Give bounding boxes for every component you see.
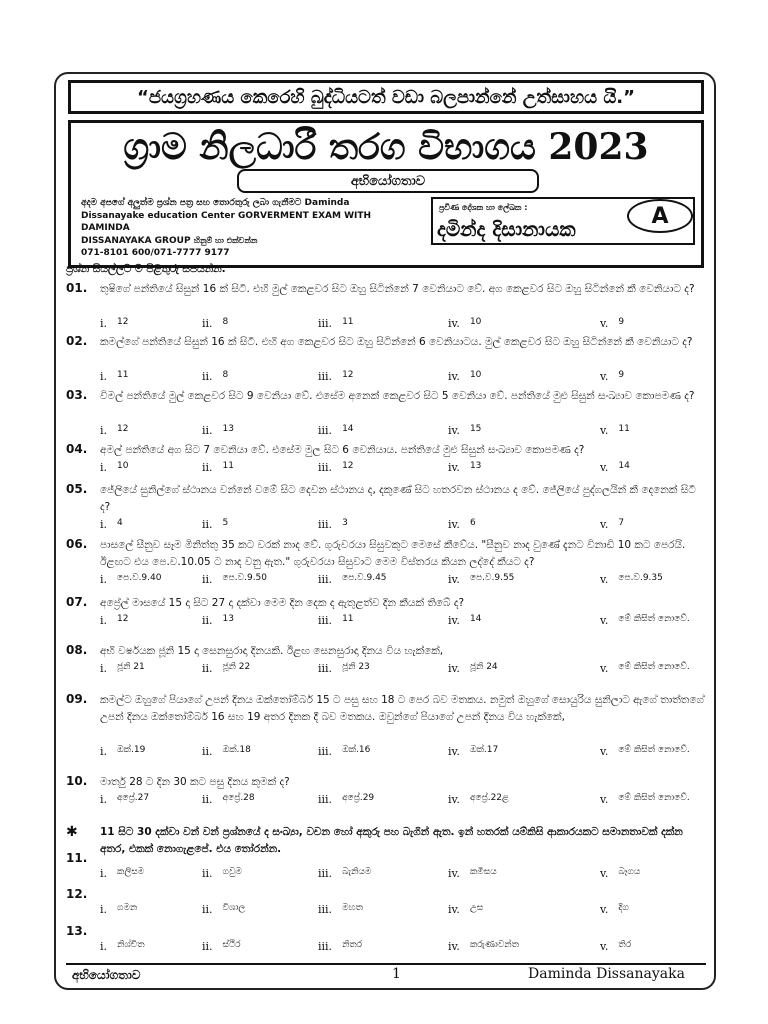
answer-option[interactable] (448, 518, 476, 531)
option-value: 10 (117, 461, 129, 471)
answer-option[interactable] (202, 903, 245, 916)
option-label: iv. (448, 317, 460, 330)
answer-option[interactable] (318, 518, 348, 531)
option-value: 11 (117, 370, 129, 380)
option-label: ii. (202, 370, 213, 383)
answer-option[interactable] (600, 662, 690, 675)
answer-option[interactable] (448, 940, 519, 953)
option-label: i. (100, 940, 108, 953)
answer-option[interactable] (202, 614, 234, 627)
info-line-1: අදම අපගේ අලුත්ම ප්‍රශ්න පත්‍ර සහ තොරතුරු ලබා ගැනීමට Daminda (81, 198, 350, 208)
option-label: iv. (448, 370, 460, 383)
option-label: ii. (202, 745, 213, 758)
answer-option[interactable] (448, 867, 497, 880)
quote-banner (68, 80, 704, 114)
option-value: 12 (117, 317, 129, 327)
info-join-text: හිනුම් හා එක්වන්න (193, 235, 258, 245)
answer-option[interactable] (448, 424, 481, 437)
option-label: iii. (318, 940, 333, 953)
answer-option[interactable] (100, 573, 161, 586)
option-label: v. (600, 867, 609, 880)
option-label: iv. (448, 662, 460, 675)
question-text: පාසලේ සීනුව සෑම මිනිත්තු 35 කට වරක් නාද වේ. ගුරුවරයා සිසුවකුට මෙසේ කීවේය. "සීනුව නාද වුණේ දැනට විනාඩි 10 කට පෙරයි. ඊළඟට එය පෙ.ව.10.05 ට නාද වනු ඇත." ගුරුවරයා සිසුවාට මෙම විස්තරය කියන ලද්දේ කීයට ද? (100, 539, 686, 568)
option-label: i. (100, 867, 108, 880)
option-value: ගමන (117, 903, 138, 913)
option-value: පෙ.ව.9.40 (117, 573, 162, 583)
option-label: ii. (202, 662, 213, 675)
question-text: අප්‍රේල් මාසයේ 15 දා සිට 27 දා දක්වා මෙම දින දෙක ද ඇතුළත්ව දින කීයක් තිබේ ද? (100, 597, 465, 609)
option-label: iv. (448, 745, 460, 758)
question-item (66, 334, 710, 390)
option-label: ii. (202, 424, 213, 437)
option-value: 11 (342, 614, 354, 624)
option-label: iv. (448, 903, 460, 916)
answer-option[interactable] (100, 317, 128, 330)
option-value: ජූනි 21 (117, 662, 145, 672)
option-label: i. (100, 903, 108, 916)
option-value: 14 (618, 461, 630, 471)
option-label: i. (100, 370, 108, 383)
subject-label (237, 169, 539, 193)
option-label: iv. (448, 461, 460, 474)
answer-option[interactable] (448, 745, 498, 758)
question-text: කමල්ගේ පන්තියේ සිසුන් 16 ක් සිටී. එහි අග කෙළවර සිට ඔහු සිටින්නේ 6 වෙනියාටය. මුල් කෙළවර සිට ඔහු සිටින්නේ කී වෙනියාට ද? (100, 336, 693, 348)
option-value: අප්‍රේ.27 (117, 793, 150, 803)
subject-text: අභියෝගතාව (350, 173, 426, 189)
option-label: i. (100, 518, 108, 531)
answer-option[interactable] (600, 317, 624, 330)
option-value: 11 (342, 317, 354, 327)
option-label: i. (100, 461, 108, 474)
option-value: කලිසම (117, 867, 145, 877)
answer-option[interactable] (100, 793, 149, 806)
question-item (66, 537, 710, 593)
question-item (66, 643, 710, 682)
answer-option[interactable] (318, 867, 371, 880)
answer-option[interactable] (100, 461, 128, 474)
answer-option[interactable] (448, 662, 498, 675)
option-value: අප්‍රේ.29 (342, 793, 375, 803)
answer-option[interactable] (318, 573, 387, 586)
option-value: පෙ.ව.9.35 (618, 573, 663, 583)
option-value: දිග (618, 903, 629, 913)
question-number: 01. (66, 281, 88, 295)
option-value: 15 (469, 424, 482, 434)
option-label: ii. (202, 461, 213, 474)
option-label: i. (100, 424, 108, 437)
option-value: 6 (469, 518, 476, 528)
option-label: iii. (318, 317, 333, 330)
option-label: iii. (318, 370, 333, 383)
answer-option[interactable] (202, 940, 241, 953)
answer-option[interactable] (600, 903, 629, 916)
answer-option[interactable] (600, 424, 630, 437)
question-number: 06. (66, 537, 88, 551)
option-value: ඔක්.19 (117, 745, 146, 755)
option-label: ii. (202, 614, 213, 627)
question-text: විමල් පන්තියේ මුල් කෙළවර සිට 9 වෙනියා වේ. එසේම අනෙක් කෙළවර සිට 5 වෙනියා වේ. පන්තියේ මුළු සිසුන් සංඛ්‍යාව කොපමණ ද? (100, 390, 695, 402)
option-label: iii. (318, 424, 333, 437)
option-value: 12 (342, 461, 354, 471)
question-text: මාර්තු 28 ට දින 30 කට පසු දිනය කුමක් ද? (100, 776, 290, 788)
answer-option[interactable] (318, 614, 354, 627)
option-value: 14 (469, 614, 482, 624)
option-value: ඔක්.16 (342, 745, 371, 755)
answer-option[interactable] (600, 793, 690, 806)
option-value: ජූනි 24 (469, 662, 498, 672)
option-label: v. (600, 424, 609, 437)
option-label: iii. (318, 573, 333, 586)
option-value: උස (469, 903, 484, 913)
option-value: 10 (469, 370, 482, 380)
option-value: කමිසය (469, 867, 497, 877)
question-number: 09. (66, 692, 88, 706)
answer-option[interactable] (100, 867, 144, 880)
option-value: 4 (117, 518, 123, 528)
answer-option[interactable] (600, 461, 630, 474)
exam-title: ග්‍රාම නිලධාරී තරග විභාගය 2023 (123, 126, 649, 168)
answer-option[interactable] (318, 940, 362, 953)
answer-option[interactable] (202, 317, 228, 330)
question-item (66, 442, 710, 481)
star-icon: ✱ (66, 824, 78, 840)
option-value: නිශ්චිත (117, 940, 145, 950)
answer-option[interactable] (600, 518, 624, 531)
answer-option[interactable] (318, 793, 374, 806)
option-value: 8 (222, 317, 229, 327)
answer-option[interactable] (318, 745, 370, 758)
option-label: i. (100, 317, 108, 330)
question-text: කමල්ට ඔහුගේ පියාගේ උපන් දිනය ඔක්තෝම්බර් 15 ට පසු සහ 18 ට පෙර බව මතකය. නමුත් ඔහුගේ සොයුරිය සුනිලාට ඇගේ තාත්තගේ උපන් දිනය ඔක්තෝම්බර් 16 සහ 19 අතර දිනක දී බව මතකය. ඔවුන්ගේ පියාගේ උපන් දිනය විය හැක්කේ, (100, 694, 704, 723)
instruction-text: ප්‍රශ්න සියල්ලට ම පිළිතුරු සපයන්න. (66, 263, 226, 275)
answer-option[interactable] (448, 614, 481, 627)
answer-option[interactable] (202, 573, 267, 586)
option-label: v. (600, 662, 609, 675)
answer-option[interactable] (318, 662, 370, 675)
option-value: 8 (222, 370, 229, 380)
option-label: ii. (202, 903, 213, 916)
answer-option[interactable] (448, 370, 481, 383)
question-number: 08. (66, 643, 88, 657)
footer-author: Daminda Dissanayaka (528, 966, 685, 982)
answer-option[interactable] (202, 793, 255, 806)
option-value: ගවුම (222, 867, 242, 877)
word-question-item (66, 887, 710, 921)
option-value: පෙ.ව.9.50 (222, 573, 268, 583)
contact-info (81, 197, 421, 260)
option-value: 3 (342, 518, 348, 528)
answer-option[interactable] (100, 614, 128, 627)
answer-option[interactable] (318, 370, 354, 383)
option-label: i. (100, 662, 108, 675)
option-value: ඔක්.18 (222, 745, 251, 755)
option-label: i. (100, 614, 108, 627)
question-number: 11. (66, 851, 88, 865)
option-label: ii. (202, 518, 213, 531)
option-value: මේ කිසිත් නොවේ. (618, 793, 690, 803)
question-number: 05. (66, 482, 88, 496)
option-label: iii. (318, 745, 333, 758)
quote-text: “ජයග්‍රහණය කෙරෙහි බුද්ධියටත් වඩා බලපාන්නේ උත්සාහය යි.” (137, 86, 635, 108)
option-value: 13 (222, 424, 234, 434)
question-item (66, 482, 710, 538)
option-label: v. (600, 518, 609, 531)
info-group-name: DISSANAYAKA GROUP (81, 235, 191, 246)
option-value: 13 (222, 614, 234, 624)
answer-option[interactable] (202, 424, 234, 437)
option-label: v. (600, 940, 609, 953)
answer-option[interactable] (448, 903, 483, 916)
answer-option[interactable] (600, 614, 690, 627)
option-value: 10 (469, 317, 482, 327)
option-value: ඔක්.17 (469, 745, 499, 755)
option-label: i. (100, 573, 108, 586)
option-value: 7 (618, 518, 625, 528)
option-value: ජූනි 22 (222, 662, 251, 672)
option-label: iii. (318, 518, 333, 531)
option-label: iii. (318, 903, 333, 916)
answer-option[interactable] (100, 903, 137, 916)
option-label: v. (600, 461, 609, 474)
word-question-item (66, 924, 710, 958)
question-item (66, 595, 710, 634)
answer-option[interactable] (318, 461, 354, 474)
option-value: 11 (222, 461, 234, 471)
answer-option[interactable] (448, 317, 481, 330)
answer-option[interactable] (600, 940, 631, 953)
question-text: තුෂිගේ පන්තියේ සිසුන් 16 ක් සිටී. එහි මුල් කෙළවර සිට ඔහු සිටින්නේ 7 වෙනියාට වේ. අග කෙළවර සිට ඔහු සිටින්නේ කී වෙනියාට ද? (100, 283, 695, 295)
question-number: 12. (66, 887, 88, 901)
option-label: iv. (448, 793, 460, 806)
question-number: 02. (66, 334, 88, 348)
answer-option[interactable] (600, 573, 663, 586)
answer-option[interactable] (448, 793, 509, 806)
answer-option[interactable] (448, 461, 481, 474)
option-label: ii. (202, 793, 213, 806)
option-label: iii. (318, 793, 333, 806)
option-value: පෙ.ව.9.45 (342, 573, 387, 583)
option-value: 12 (117, 424, 129, 434)
option-value: ජූනි 23 (342, 662, 370, 672)
option-label: iii. (318, 614, 333, 627)
option-label: iv. (448, 614, 460, 627)
option-value: විශාල (222, 903, 246, 913)
question-text: ජේලියේ සුනිල්ගේ ස්ථානය වන්නේ වමේ සිට දෙවන ස්ථානය ද, දකුණේ සිට හතරවන ස්ථානය ද වේ. ජේලියේ පුද්ගලයින් කී දෙනෙක් සිටී ද? (100, 484, 696, 513)
option-value: කරුණාවන්ත (469, 940, 519, 950)
author-label: ප්‍රවීණ දේශක හා ලේඛක : (439, 203, 528, 212)
answer-option[interactable] (202, 370, 228, 383)
footer-subject: අභියෝගතාව (72, 968, 141, 982)
author-name: දමින්ද දිසානායක (437, 217, 576, 241)
option-label: v. (600, 793, 609, 806)
option-label: v. (600, 745, 609, 758)
option-label: i. (100, 745, 108, 758)
option-value: 11 (618, 424, 630, 434)
option-label: iv. (448, 940, 460, 953)
paper-version: A (651, 203, 669, 229)
option-value: 9 (618, 317, 625, 327)
option-label: iii. (318, 867, 333, 880)
option-label: v. (600, 903, 609, 916)
option-label: i. (100, 793, 108, 806)
question-item (66, 774, 710, 813)
option-value: තිර (618, 940, 632, 950)
option-label: v. (600, 370, 609, 383)
answer-option[interactable] (318, 903, 363, 916)
word-question-item (66, 851, 710, 885)
answer-option[interactable] (202, 745, 251, 758)
option-value: නිතර (342, 940, 363, 950)
answer-option[interactable] (600, 867, 640, 880)
answer-option[interactable] (202, 662, 250, 675)
answer-option[interactable] (202, 867, 242, 880)
answer-option[interactable] (600, 745, 690, 758)
option-label: ii. (202, 317, 213, 330)
answer-option[interactable] (600, 370, 624, 383)
option-value: ස්ථිර (222, 940, 241, 950)
paper-version-badge (627, 199, 693, 233)
option-label: iv. (448, 867, 460, 880)
option-label: ii. (202, 867, 213, 880)
answer-option[interactable] (100, 662, 145, 675)
option-label: iv. (448, 518, 460, 531)
answer-option[interactable] (448, 573, 514, 586)
option-label: iv. (448, 424, 460, 437)
option-value: මහත (342, 903, 363, 913)
option-label: v. (600, 573, 609, 586)
question-text: අමල් පන්තියේ අග සිට 7 වෙනියා වේ. එසේම මුල සිට 6 වෙනියාය. පන්තියේ මුළු සිසුන් සංඛ්‍යාව කොපමණ ද? (100, 444, 585, 456)
footer-divider (66, 963, 706, 965)
answer-option[interactable] (100, 424, 128, 437)
question-number: 03. (66, 388, 88, 402)
option-label: iii. (318, 662, 333, 675)
option-value: 13 (469, 461, 482, 471)
page-number: 1 (392, 966, 401, 982)
question-text: අභි වර්ෂයක ජූනි 15 දා සෙනසුරාදා දිනයකි. ඊළඟ සෙනසුරාදා දිනය විය හැක්කේ, (100, 645, 444, 657)
option-value: බැනියම (342, 867, 372, 877)
question-number: 13. (66, 924, 88, 938)
answer-option[interactable] (100, 518, 123, 531)
answer-option[interactable] (318, 424, 354, 437)
info-line-2: Dissanayake education Center GORVERMENT EXAM WITH DAMINDA (81, 210, 372, 233)
question-number: 07. (66, 595, 88, 609)
option-value: 12 (117, 614, 129, 624)
answer-option[interactable] (100, 940, 145, 953)
option-label: iv. (448, 573, 460, 586)
answer-option[interactable] (202, 518, 228, 531)
section-note-text: 11 සිට 30 දක්වා වන් වන් ප්‍රශ්නයේ ද සංඛ්‍යා, වචන හෝ අකුරු පහ බැගින් ඇත. ඉන් හතරක් යම්කිසි ආකාරයකට සමානතාවක් දක්න අතර, එකක් නොගැළපේ. එය තෝරන්න. (100, 826, 683, 855)
option-value: පෙ.ව.9.55 (469, 573, 515, 583)
question-item (66, 388, 710, 444)
option-value: අප්‍රේ.28 (222, 793, 255, 803)
option-label: v. (600, 317, 609, 330)
question-number: 10. (66, 774, 88, 788)
option-label: ii. (202, 573, 213, 586)
option-value: 5 (222, 518, 229, 528)
option-value: අප්‍රේ.22ළ (469, 793, 509, 803)
option-value: මේ කිසිත් නොවේ. (618, 662, 690, 672)
option-value: 14 (342, 424, 354, 434)
phone-numbers: 071-8101 600/071-7777 9177 (81, 248, 230, 258)
option-label: iii. (318, 461, 333, 474)
option-value: මේ කිසිත් නොවේ. (618, 745, 690, 755)
question-item (66, 692, 710, 765)
question-number: 04. (66, 442, 88, 456)
option-label: v. (600, 614, 609, 627)
option-value: මේ කිසිත් නොවේ. (618, 614, 690, 624)
answer-option[interactable] (202, 461, 234, 474)
option-value: 12 (342, 370, 354, 380)
option-value: 9 (618, 370, 625, 380)
answer-option[interactable] (318, 317, 354, 330)
answer-option[interactable] (100, 745, 145, 758)
answer-option[interactable] (100, 370, 128, 383)
question-item (66, 281, 710, 337)
option-label: ii. (202, 940, 213, 953)
option-value: බෑගය (618, 867, 641, 877)
title-block (68, 120, 704, 268)
info-line-3 (81, 235, 421, 248)
